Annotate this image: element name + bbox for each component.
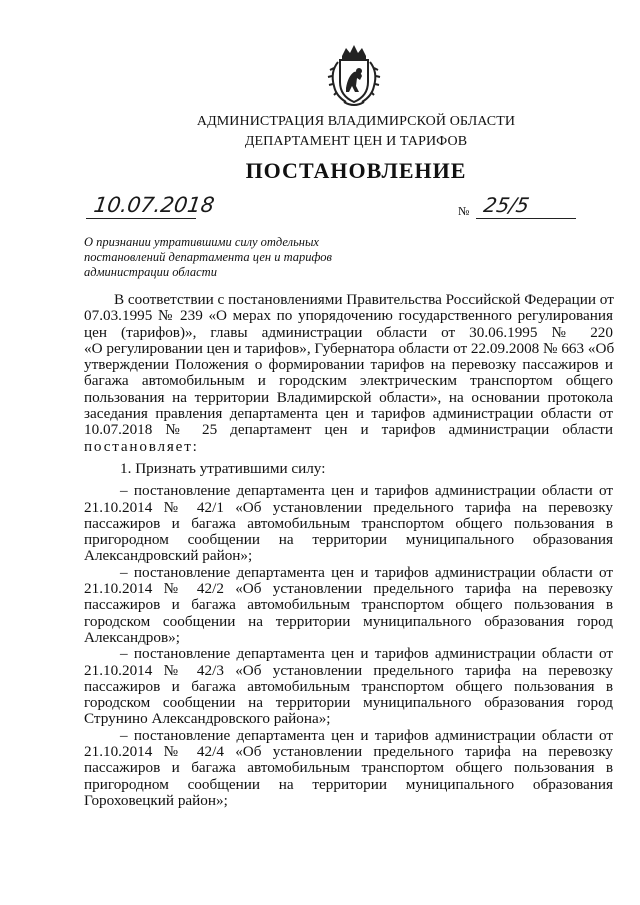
preamble-line: багажа автомобильным и городским электрическим транспортом общего — [84, 372, 613, 390]
subject-line: О признании утратившими силу отдельных — [84, 235, 319, 249]
handwritten-date: 10.07.2018 — [92, 193, 216, 217]
entry-line: городском сообщении на территории муниципального образования город — [84, 612, 613, 630]
handwritten-document-number: 25/5 — [481, 193, 532, 217]
preamble-line: пользования на территории Владимирской области», на основании протокола — [84, 388, 613, 406]
entry-line: – постановление департамента цен и тарифов администрации области от — [120, 482, 613, 500]
number-label: № — [458, 204, 470, 218]
preamble-line: заседания правления департамента цен и тарифов администрации области от — [84, 405, 613, 423]
entry-line: городском сообщении на территории муниципального образования город — [84, 694, 613, 712]
entry-line: 21.10.2014 № 42/2 «Об установлении предельного тарифа на перевозку — [84, 580, 613, 598]
entry-line: пассажиров и багажа автомобильным транспортом общего пользования в — [84, 759, 613, 777]
document-type-title: ПОСТАНОВЛЕНИЕ — [245, 158, 467, 183]
entry-line: пассажиров и багажа автомобильным транспортом общего пользования в — [84, 677, 613, 695]
preamble-line: В соответствии с постановлениями Правительства Российской Федерации от — [114, 291, 614, 308]
entry-line: – постановление департамента цен и тарифов администрации области от — [120, 726, 613, 744]
document-subject — [84, 235, 354, 280]
subject-line: администрации области — [84, 265, 217, 279]
preamble-line: постановляет: — [84, 437, 199, 455]
entry-line: пассажиров и багажа автомобильным транспортом общего пользования в — [84, 514, 613, 532]
entry-line: Александров»; — [84, 628, 180, 646]
preamble-line: 10.07.2018 № 25 департамент цен и тарифов администрации области — [84, 421, 613, 439]
entry-line: – постановление департамента цен и тарифов администрации области от — [120, 563, 613, 581]
entry-line: 21.10.2014 № 42/3 «Об установлении предельного тарифа на перевозку — [84, 661, 613, 679]
date-underline — [86, 218, 196, 219]
entry-line: пригородном сообщении на территории муниципального образования — [84, 531, 613, 549]
entry-line: пригородном сообщении на территории муниципального образования — [84, 775, 613, 793]
entry-line: 21.10.2014 № 42/1 «Об установлении предельного тарифа на перевозку — [84, 498, 613, 516]
entry-line: – постановление департамента цен и тарифов администрации области от — [120, 645, 613, 663]
entry-line: Александровский район»; — [84, 547, 253, 565]
coat-of-arms-emblem-icon — [326, 42, 382, 108]
preamble-line: «О регулировании цен и тарифов», Губернатора области от 22.09.2008 № 663 «Об — [84, 339, 615, 357]
number-underline — [476, 218, 576, 219]
entry-line: 21.10.2014 № 42/4 «Об установлении предельного тарифа на перевозку — [84, 743, 613, 761]
department-name: ДЕПАРТАМЕНТ ЦЕН И ТАРИФОВ — [244, 134, 468, 149]
subject-line: постановлений департамента цен и тарифов — [84, 250, 332, 264]
preamble-line: 07.03.1995 № 239 «О мерах по упорядочению государственного регулирования — [84, 307, 613, 325]
preamble-line: утверждении Положения о формировании тарифов на перевозку пассажиров и — [84, 356, 613, 374]
entry-line: Струнино Александровского района»; — [84, 710, 331, 728]
document-body — [84, 292, 613, 809]
entry-line: Гороховецкий район»; — [84, 791, 228, 809]
item-heading: 1. Признать утратившими силу: — [120, 459, 326, 477]
entry-line: пассажиров и багажа автомобильным транспортом общего пользования в — [84, 596, 613, 614]
preamble-line: цен (тарифов)», главы администрации области от 30.06.1995 № 220 — [84, 323, 613, 341]
organization-name: АДМИНИСТРАЦИЯ ВЛАДИМИРСКОЙ ОБЛАСТИ — [196, 114, 516, 129]
